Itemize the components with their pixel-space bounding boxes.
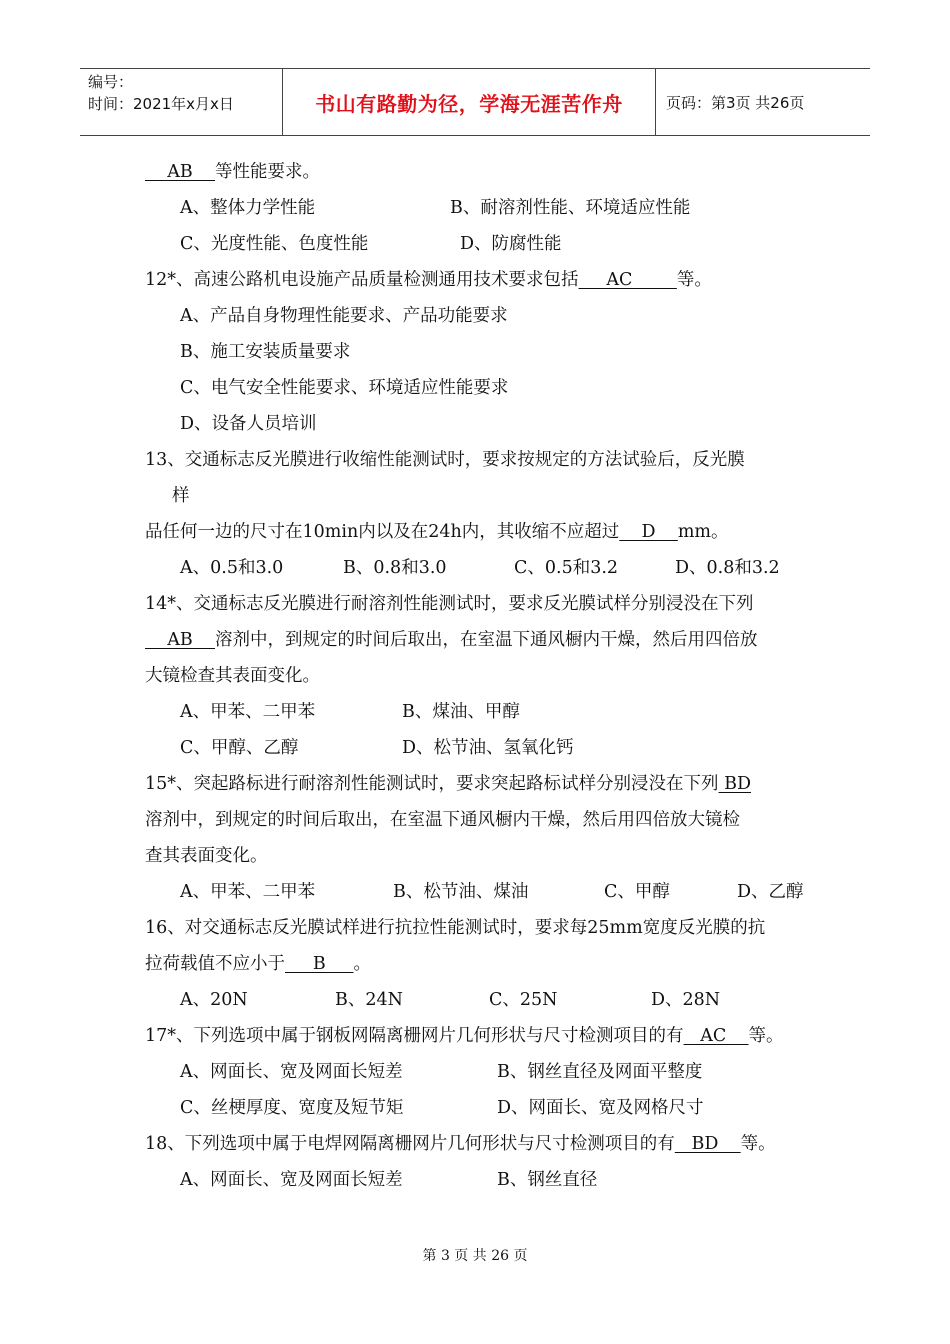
answer-blank: AC [578,270,677,290]
text-segment: 查其表面变化。 [145,846,268,866]
text-segment: A、甲苯、二甲苯 [180,882,316,902]
text-line [497,1168,597,1192]
text-line [180,232,368,256]
text-line [145,592,754,616]
text-segment: B、松节油、煤油 [393,882,529,902]
text-line [497,1060,702,1084]
text-segment: D、设备人员培训 [180,414,317,434]
text-segment: 13、交通标志反光膜进行收缩性能测试时，要求按规定的方法试验后，反光膜 [145,450,745,470]
text-segment: 等。 [676,270,712,290]
text-line [145,952,371,976]
text-line [145,1132,776,1156]
text-segment: C、甲醇、乙醇 [180,738,299,758]
text-segment: B、0.8和3.0 [343,558,447,578]
text-segment: A、甲苯、二甲苯 [180,702,316,722]
text-line [343,556,447,580]
text-line [180,196,315,220]
text-segment: 14*、交通标志反光膜进行耐溶剂性能测试时，要求反光膜试样分别浸没在下列 [145,594,754,614]
text-line [180,1168,403,1192]
text-line [180,556,283,580]
answer-blank: AB [145,630,215,650]
answer-blank: B [285,954,354,974]
page-header [80,68,870,136]
text-segment: D、网面长、宽及网格尺寸 [497,1098,704,1118]
text-segment: 等。 [748,1026,784,1046]
text-line [497,1096,704,1120]
answer-blank: BD [674,1134,741,1154]
text-line [145,664,320,688]
text-segment: C、电气安全性能要求、环境适应性能要求 [180,378,509,398]
header-page-info: 页码：第3页 共26页 [666,93,805,112]
text-line [145,520,729,544]
header-meta [80,69,283,135]
text-segment: B、煤油、甲醇 [402,702,520,722]
text-line [180,880,315,904]
text-line [145,628,758,652]
text-segment: A、网面长、宽及网面长短差 [180,1062,403,1082]
text-segment: B、施工安装质量要求 [180,342,351,362]
text-line [180,376,508,400]
text-segment: A、产品自身物理性能要求、产品功能要求 [180,306,508,326]
text-line [737,880,804,904]
text-line [180,988,248,1012]
text-line [145,808,740,832]
text-line [450,196,690,220]
text-segment: 大镜检查其表面变化。 [145,666,320,686]
text-segment: A、0.5和3.0 [180,558,284,578]
text-segment: 。 [353,954,371,974]
text-segment: C、甲醇 [604,882,670,902]
text-segment: 15*、突起路标进行耐溶剂性能测试时，要求突起路标试样分别浸没在下列 [145,774,719,794]
page-footer: 第 3 页 共 26 页 [422,1248,528,1264]
text-line [180,304,508,328]
text-segment: 18、下列选项中属于电焊网隔离栅网片几何形状与尺寸检测项目的有 [145,1134,675,1154]
text-line [145,268,712,292]
text-segment: B、24N [335,990,403,1010]
header-motto: 书山有路勤为径，学海无涯苦作舟 [283,69,656,135]
text-segment: D、防腐性能 [460,234,562,254]
text-line [145,160,320,184]
text-segment: 拉荷载值不应小于 [145,954,285,974]
text-line [180,736,298,760]
answer-blank: BD [718,774,751,794]
text-segment: 等性能要求。 [215,162,320,182]
text-line [651,988,720,1012]
text-segment: D、28N [651,990,721,1010]
text-line [393,880,528,904]
text-segment: 品任何一边的尺寸在10min内以及在24h内，其收缩不应超过 [145,522,620,542]
text-line [180,1060,403,1084]
text-segment: 16、对交通标志反光膜试样进行抗拉性能测试时，要求每25mm宽度反光膜的抗 [145,918,766,938]
text-line [180,700,315,724]
text-segment: mm。 [677,522,729,542]
text-segment: 12*、高速公路机电设施产品质量检测通用技术要求包括 [145,270,579,290]
text-line [145,772,751,796]
text-segment: A、20N [180,990,248,1010]
text-segment: B、钢丝直径及网面平整度 [497,1062,703,1082]
text-line [180,412,317,436]
text-line [402,736,574,760]
text-segment: A、整体力学性能 [180,198,316,218]
text-segment: 样 [172,486,190,506]
answer-blank: D [619,522,678,542]
text-segment: B、钢丝直径 [497,1170,598,1190]
text-line [604,880,670,904]
text-segment: D、松节油、氢氧化钙 [402,738,574,758]
text-line [460,232,562,256]
text-segment: B、耐溶剂性能、环境适应性能 [450,198,691,218]
answer-blank: AB [145,162,215,182]
text-segment: D、0.8和3.2 [675,558,780,578]
text-line [172,484,190,508]
answer-blank: AC [683,1026,749,1046]
text-line [145,844,268,868]
text-segment: C、光度性能、色度性能 [180,234,369,254]
text-segment: 等。 [740,1134,776,1154]
text-segment: 溶剂中，到规定的时间后取出，在室温下通风橱内干燥，然后用四倍放 [215,630,758,650]
text-line [489,988,557,1012]
text-segment: C、丝梗厚度、宽度及短节矩 [180,1098,404,1118]
text-line [514,556,618,580]
document-date: 时间：2021年x月x日 [88,95,234,113]
text-segment: A、网面长、宽及网面长短差 [180,1170,403,1190]
text-line [145,448,745,472]
text-segment: C、25N [489,990,558,1010]
text-segment: 溶剂中，到规定的时间后取出，在室温下通风橱内干燥，然后用四倍放大镜检 [145,810,740,830]
document-number: 编号： [88,73,134,91]
text-line [675,556,780,580]
text-segment: C、0.5和3.2 [514,558,619,578]
text-line [145,916,765,940]
text-line [180,1096,403,1120]
text-line [180,340,350,364]
text-line [145,1024,784,1048]
text-segment: 17*、下列选项中属于钢板网隔离栅网片几何形状与尺寸检测项目的有 [145,1026,684,1046]
text-segment: D、乙醇 [737,882,804,902]
text-line [335,988,403,1012]
text-line [402,700,520,724]
